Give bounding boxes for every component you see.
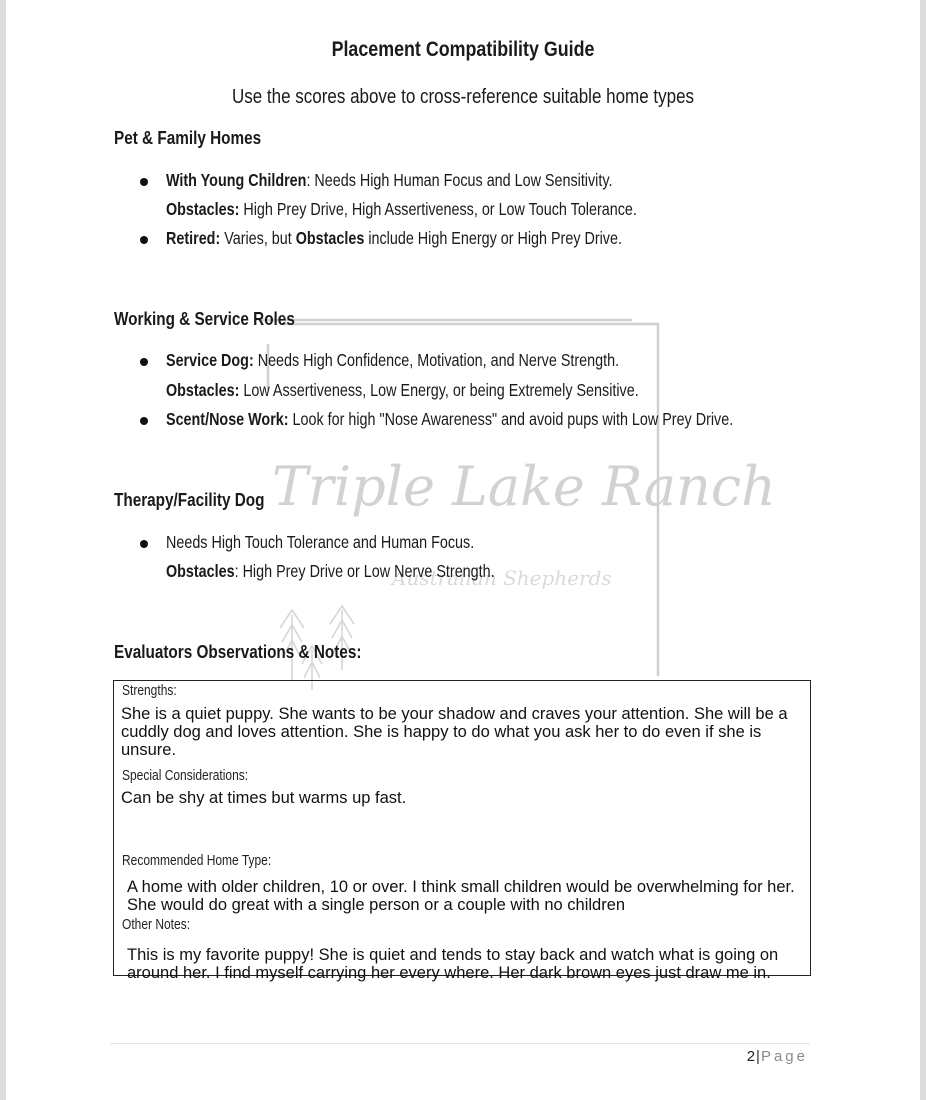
service-dog-line xyxy=(166,350,619,371)
recommended-home-label: Recommended Home Type: xyxy=(122,852,272,869)
page-word: Page xyxy=(760,1048,808,1065)
bullet-dot xyxy=(140,358,148,366)
scent-label: Scent/Nose Work: xyxy=(166,409,289,429)
page-title: Placement Compatibility Guide xyxy=(331,38,595,61)
section-heading-working: Working & Service Roles xyxy=(114,309,295,329)
page-number xyxy=(747,1048,808,1065)
service-dog-text: Needs High Confidence, Motivation, and Nerve Strength. xyxy=(253,350,620,370)
ranch-watermark-logo xyxy=(262,320,776,680)
section-heading-therapy: Therapy/Facility Dog xyxy=(114,490,265,510)
retired-label: Retired: xyxy=(166,228,221,248)
obstacles-text: : High Prey Drive or Low Nerve Strength. xyxy=(234,561,495,581)
obstacles-text: Low Assertiveness, Low Energy, or being Extremely Sensitive. xyxy=(239,380,639,400)
other-notes-text: This is my favorite puppy! She is quiet and tends to stay back and watch what is going on around her. I find myself carrying her every where. Her dark brown eyes just draw me in. xyxy=(127,946,779,982)
service-dog-obstacles-line xyxy=(166,380,639,401)
young-children-label: With Young Children xyxy=(166,170,307,190)
recommended-home-text: A home with older children, 10 or over. I think small children would be overwhelming for her. She would do great with a single person or a couple with no children xyxy=(127,878,795,914)
watermark-line1: Triple Lake Ranch xyxy=(272,455,776,518)
footer-rule xyxy=(110,1043,810,1044)
retired-line xyxy=(166,228,622,249)
bullet-dot xyxy=(140,178,148,186)
section-heading-notes: Evaluators Observations & Notes: xyxy=(114,642,362,662)
retired-text-b: include High Energy or High Prey Drive. xyxy=(364,228,622,248)
obstacles-label: Obstacles: xyxy=(166,199,240,219)
scent-text: Look for high "Nose Awareness" and avoid pups with Low Prey Drive. xyxy=(288,409,734,429)
therapy-line: Needs High Touch Tolerance and Human Focus. xyxy=(166,532,475,552)
bullet-dot xyxy=(140,236,148,244)
obstacles-label: Obstacles xyxy=(166,561,235,581)
bullet-dot xyxy=(140,417,148,425)
special-considerations-text: Can be shy at times but warms up fast. xyxy=(121,789,407,807)
young-children-text: : Needs High Human Focus and Low Sensitivity. xyxy=(306,170,613,190)
page-subtitle: Use the scores above to cross-reference suitable home types xyxy=(231,86,695,108)
watermark-line2: Australian Shepherds xyxy=(392,566,612,590)
young-children-obstacles-line xyxy=(166,199,637,220)
service-dog-label: Service Dog: xyxy=(166,350,254,370)
obstacles-label: Obstacles: xyxy=(166,380,240,400)
other-notes-label: Other Notes: xyxy=(122,916,191,933)
page-number-separator: | xyxy=(756,1048,761,1065)
scent-line xyxy=(166,409,733,430)
section-heading-pet-family: Pet & Family Homes xyxy=(114,128,262,148)
strengths-label: Strengths: xyxy=(122,682,177,699)
retired-obstacles-label: Obstacles xyxy=(295,228,365,248)
page-number-value: 2 xyxy=(746,1048,757,1065)
page-edge-left xyxy=(0,0,6,1100)
page-edge-right xyxy=(920,0,926,1100)
bullet-dot xyxy=(140,540,148,548)
young-children-line xyxy=(166,170,612,191)
therapy-obstacles-line xyxy=(166,561,495,582)
retired-text-a: Varies, but xyxy=(220,228,296,248)
special-considerations-label: Special Considerations: xyxy=(122,767,249,784)
strengths-text: She is a quiet puppy. She wants to be your shadow and craves your attention. She will be a cuddly dog and loves attention. She is happy to do what you ask her to do even if she is unsure. xyxy=(121,705,788,759)
obstacles-text: High Prey Drive, High Assertiveness, or Low Touch Tolerance. xyxy=(239,199,637,219)
